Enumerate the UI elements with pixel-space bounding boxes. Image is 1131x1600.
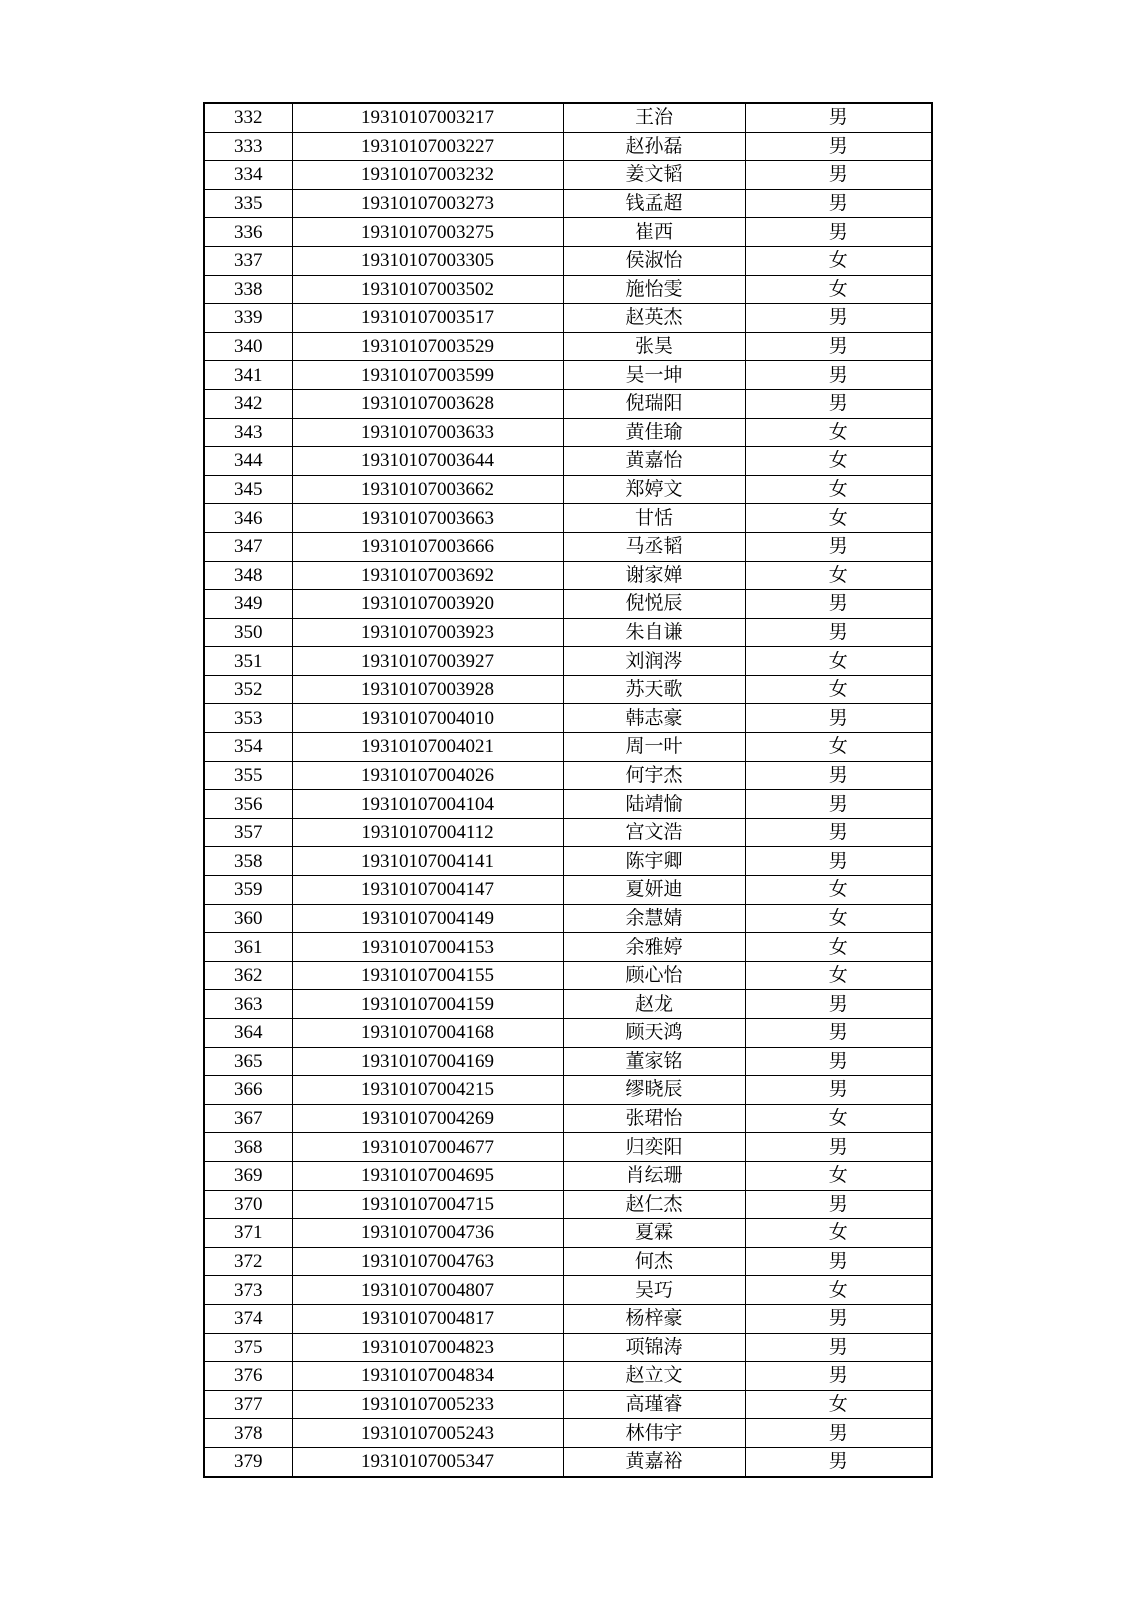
exam-id-cell: 19310107003628	[292, 389, 563, 418]
table-row	[204, 246, 932, 275]
table-row	[204, 704, 932, 733]
exam-id-cell: 19310107003275	[292, 218, 563, 247]
table-row	[204, 1047, 932, 1076]
table-row	[204, 389, 932, 418]
gender-cell: 女	[745, 504, 932, 533]
gender-cell: 男	[745, 1333, 932, 1362]
row-number-cell: 367	[204, 1104, 292, 1133]
table-row	[204, 933, 932, 962]
gender-cell: 女	[745, 733, 932, 762]
row-number-cell: 372	[204, 1247, 292, 1276]
gender-cell: 男	[745, 1304, 932, 1333]
exam-id-cell: 19310107004169	[292, 1047, 563, 1076]
row-number-cell: 355	[204, 761, 292, 790]
table-row	[204, 990, 932, 1019]
exam-id-cell: 19310107004104	[292, 790, 563, 819]
row-number-cell: 366	[204, 1076, 292, 1105]
exam-id-cell: 19310107003666	[292, 532, 563, 561]
student-name-cell: 余雅婷	[563, 933, 745, 962]
row-number-cell: 369	[204, 1161, 292, 1190]
exam-id-cell: 19310107003599	[292, 361, 563, 390]
table-row	[204, 1133, 932, 1162]
exam-id-cell: 19310107004149	[292, 904, 563, 933]
row-number-cell: 337	[204, 246, 292, 275]
gender-cell: 男	[745, 532, 932, 561]
table-row	[204, 103, 932, 132]
student-name-cell: 项锦涛	[563, 1333, 745, 1362]
row-number-cell: 361	[204, 933, 292, 962]
row-number-cell: 353	[204, 704, 292, 733]
student-name-cell: 崔西	[563, 218, 745, 247]
student-name-cell: 赵龙	[563, 990, 745, 1019]
gender-cell: 女	[745, 647, 932, 676]
table-row	[204, 561, 932, 590]
row-number-cell: 350	[204, 618, 292, 647]
student-name-cell: 朱自谦	[563, 618, 745, 647]
student-name-cell: 谢家婵	[563, 561, 745, 590]
exam-id-cell: 19310107003217	[292, 103, 563, 132]
table-row	[204, 904, 932, 933]
row-number-cell: 352	[204, 675, 292, 704]
gender-cell: 男	[745, 389, 932, 418]
table-row	[204, 532, 932, 561]
roster-table-body	[204, 103, 932, 1477]
exam-id-cell: 19310107004159	[292, 990, 563, 1019]
gender-cell: 男	[745, 847, 932, 876]
row-number-cell: 363	[204, 990, 292, 1019]
gender-cell: 男	[745, 1190, 932, 1219]
row-number-cell: 332	[204, 103, 292, 132]
gender-cell: 男	[745, 189, 932, 218]
exam-id-cell: 19310107004010	[292, 704, 563, 733]
student-name-cell: 何杰	[563, 1247, 745, 1276]
gender-cell: 男	[745, 1362, 932, 1391]
row-number-cell: 334	[204, 161, 292, 190]
row-number-cell: 365	[204, 1047, 292, 1076]
student-name-cell: 赵仁杰	[563, 1190, 745, 1219]
table-row	[204, 1019, 932, 1048]
row-number-cell: 371	[204, 1219, 292, 1248]
row-number-cell: 374	[204, 1304, 292, 1333]
student-name-cell: 韩志豪	[563, 704, 745, 733]
row-number-cell: 338	[204, 275, 292, 304]
exam-id-cell: 19310107004763	[292, 1247, 563, 1276]
exam-id-cell: 19310107003662	[292, 475, 563, 504]
student-name-cell: 王治	[563, 103, 745, 132]
table-row	[204, 1104, 932, 1133]
exam-id-cell: 19310107003529	[292, 332, 563, 361]
gender-cell: 女	[745, 904, 932, 933]
student-name-cell: 缪晓辰	[563, 1076, 745, 1105]
exam-id-cell: 19310107004736	[292, 1219, 563, 1248]
table-row	[204, 475, 932, 504]
exam-id-cell: 19310107004677	[292, 1133, 563, 1162]
table-row	[204, 1161, 932, 1190]
table-row	[204, 304, 932, 333]
exam-id-cell: 19310107003305	[292, 246, 563, 275]
gender-cell: 女	[745, 1276, 932, 1305]
student-name-cell: 归奕阳	[563, 1133, 745, 1162]
row-number-cell: 340	[204, 332, 292, 361]
table-row	[204, 647, 932, 676]
gender-cell: 男	[745, 218, 932, 247]
student-name-cell: 夏霖	[563, 1219, 745, 1248]
exam-id-cell: 19310107005233	[292, 1390, 563, 1419]
gender-cell: 男	[745, 161, 932, 190]
row-number-cell: 376	[204, 1362, 292, 1391]
exam-id-cell: 19310107004112	[292, 818, 563, 847]
student-name-cell: 施怡雯	[563, 275, 745, 304]
exam-id-cell: 19310107003920	[292, 590, 563, 619]
row-number-cell: 368	[204, 1133, 292, 1162]
gender-cell: 女	[745, 961, 932, 990]
gender-cell: 男	[745, 818, 932, 847]
student-name-cell: 夏妍迪	[563, 876, 745, 905]
gender-cell: 男	[745, 1047, 932, 1076]
table-row	[204, 618, 932, 647]
student-name-cell: 郑婷文	[563, 475, 745, 504]
row-number-cell: 335	[204, 189, 292, 218]
gender-cell: 女	[745, 475, 932, 504]
exam-id-cell: 19310107004153	[292, 933, 563, 962]
student-name-cell: 肖纭珊	[563, 1161, 745, 1190]
row-number-cell: 346	[204, 504, 292, 533]
student-name-cell: 宫文浩	[563, 818, 745, 847]
exam-id-cell: 19310107003644	[292, 447, 563, 476]
table-row	[204, 1362, 932, 1391]
table-row	[204, 961, 932, 990]
table-row	[204, 275, 932, 304]
gender-cell: 女	[745, 275, 932, 304]
table-row	[204, 1076, 932, 1105]
row-number-cell: 370	[204, 1190, 292, 1219]
table-row	[204, 1333, 932, 1362]
row-number-cell: 375	[204, 1333, 292, 1362]
gender-cell: 男	[745, 1247, 932, 1276]
row-number-cell: 336	[204, 218, 292, 247]
exam-id-cell: 19310107004807	[292, 1276, 563, 1305]
row-number-cell: 341	[204, 361, 292, 390]
roster-table	[203, 102, 933, 1478]
gender-cell: 女	[745, 561, 932, 590]
table-row	[204, 132, 932, 161]
exam-id-cell: 19310107004155	[292, 961, 563, 990]
exam-id-cell: 19310107004269	[292, 1104, 563, 1133]
table-row	[204, 590, 932, 619]
table-row	[204, 1219, 932, 1248]
row-number-cell: 349	[204, 590, 292, 619]
student-name-cell: 陆靖愉	[563, 790, 745, 819]
exam-id-cell: 19310107005347	[292, 1447, 563, 1476]
exam-id-cell: 19310107003517	[292, 304, 563, 333]
table-row	[204, 1304, 932, 1333]
gender-cell: 男	[745, 590, 932, 619]
gender-cell: 女	[745, 1104, 932, 1133]
student-name-cell: 侯淑怡	[563, 246, 745, 275]
student-name-cell: 赵孙磊	[563, 132, 745, 161]
gender-cell: 男	[745, 1019, 932, 1048]
gender-cell: 女	[745, 246, 932, 275]
student-name-cell: 钱孟超	[563, 189, 745, 218]
table-row	[204, 761, 932, 790]
student-name-cell: 倪悦辰	[563, 590, 745, 619]
row-number-cell: 378	[204, 1419, 292, 1448]
exam-id-cell: 19310107004715	[292, 1190, 563, 1219]
gender-cell: 男	[745, 990, 932, 1019]
gender-cell: 女	[745, 1219, 932, 1248]
student-name-cell: 何宇杰	[563, 761, 745, 790]
gender-cell: 女	[745, 675, 932, 704]
student-name-cell: 赵英杰	[563, 304, 745, 333]
gender-cell: 男	[745, 1419, 932, 1448]
row-number-cell: 354	[204, 733, 292, 762]
student-name-cell: 赵立文	[563, 1362, 745, 1391]
gender-cell: 男	[745, 132, 932, 161]
row-number-cell: 377	[204, 1390, 292, 1419]
student-name-cell: 姜文韬	[563, 161, 745, 190]
exam-id-cell: 19310107004215	[292, 1076, 563, 1105]
gender-cell: 男	[745, 1133, 932, 1162]
row-number-cell: 339	[204, 304, 292, 333]
gender-cell: 男	[745, 1447, 932, 1476]
row-number-cell: 359	[204, 876, 292, 905]
row-number-cell: 333	[204, 132, 292, 161]
row-number-cell: 373	[204, 1276, 292, 1305]
student-name-cell: 吴巧	[563, 1276, 745, 1305]
gender-cell: 男	[745, 704, 932, 733]
row-number-cell: 351	[204, 647, 292, 676]
row-number-cell: 347	[204, 532, 292, 561]
student-name-cell: 黄佳瑜	[563, 418, 745, 447]
exam-id-cell: 19310107003502	[292, 275, 563, 304]
gender-cell: 男	[745, 304, 932, 333]
exam-id-cell: 19310107003692	[292, 561, 563, 590]
exam-id-cell: 19310107003923	[292, 618, 563, 647]
exam-id-cell: 19310107003227	[292, 132, 563, 161]
row-number-cell: 360	[204, 904, 292, 933]
student-name-cell: 黄嘉裕	[563, 1447, 745, 1476]
student-name-cell: 顾心怡	[563, 961, 745, 990]
student-name-cell: 刘润涔	[563, 647, 745, 676]
exam-id-cell: 19310107004834	[292, 1362, 563, 1391]
table-row	[204, 1390, 932, 1419]
row-number-cell: 345	[204, 475, 292, 504]
student-name-cell: 杨梓豪	[563, 1304, 745, 1333]
gender-cell: 男	[745, 761, 932, 790]
student-name-cell: 余慧婧	[563, 904, 745, 933]
student-name-cell: 黄嘉怡	[563, 447, 745, 476]
exam-id-cell: 19310107004147	[292, 876, 563, 905]
gender-cell: 女	[745, 1390, 932, 1419]
row-number-cell: 348	[204, 561, 292, 590]
exam-id-cell: 19310107003663	[292, 504, 563, 533]
table-row	[204, 1247, 932, 1276]
student-name-cell: 顾天鸿	[563, 1019, 745, 1048]
gender-cell: 男	[745, 790, 932, 819]
table-row	[204, 1419, 932, 1448]
student-name-cell: 张珺怡	[563, 1104, 745, 1133]
gender-cell: 女	[745, 1161, 932, 1190]
table-row	[204, 447, 932, 476]
exam-id-cell: 19310107003927	[292, 647, 563, 676]
table-row	[204, 361, 932, 390]
gender-cell: 女	[745, 418, 932, 447]
exam-id-cell: 19310107004823	[292, 1333, 563, 1362]
row-number-cell: 343	[204, 418, 292, 447]
student-name-cell: 吴一坤	[563, 361, 745, 390]
exam-id-cell: 19310107004695	[292, 1161, 563, 1190]
gender-cell: 女	[745, 933, 932, 962]
row-number-cell: 342	[204, 389, 292, 418]
student-name-cell: 林伟宇	[563, 1419, 745, 1448]
table-row	[204, 332, 932, 361]
student-name-cell: 周一叶	[563, 733, 745, 762]
table-row	[204, 418, 932, 447]
table-row	[204, 504, 932, 533]
student-name-cell: 张昊	[563, 332, 745, 361]
student-name-cell: 马丞韬	[563, 532, 745, 561]
table-row	[204, 876, 932, 905]
student-name-cell: 陈宇卿	[563, 847, 745, 876]
student-name-cell: 董家铭	[563, 1047, 745, 1076]
table-row	[204, 1190, 932, 1219]
table-row	[204, 790, 932, 819]
student-name-cell: 高瑾睿	[563, 1390, 745, 1419]
exam-id-cell: 19310107004141	[292, 847, 563, 876]
exam-id-cell: 19310107003928	[292, 675, 563, 704]
gender-cell: 男	[745, 361, 932, 390]
student-name-cell: 倪瑞阳	[563, 389, 745, 418]
row-number-cell: 344	[204, 447, 292, 476]
table-row	[204, 1447, 932, 1476]
table-row	[204, 675, 932, 704]
row-number-cell: 356	[204, 790, 292, 819]
row-number-cell: 362	[204, 961, 292, 990]
exam-id-cell: 19310107004168	[292, 1019, 563, 1048]
gender-cell: 男	[745, 1076, 932, 1105]
student-name-cell: 甘恬	[563, 504, 745, 533]
table-row	[204, 189, 932, 218]
table-row	[204, 847, 932, 876]
gender-cell: 男	[745, 103, 932, 132]
exam-id-cell: 19310107004021	[292, 733, 563, 762]
exam-id-cell: 19310107003633	[292, 418, 563, 447]
row-number-cell: 358	[204, 847, 292, 876]
table-row	[204, 218, 932, 247]
student-name-cell: 苏天歌	[563, 675, 745, 704]
exam-id-cell: 19310107004026	[292, 761, 563, 790]
exam-id-cell: 19310107003232	[292, 161, 563, 190]
table-row	[204, 1276, 932, 1305]
row-number-cell: 357	[204, 818, 292, 847]
gender-cell: 男	[745, 332, 932, 361]
exam-id-cell: 19310107004817	[292, 1304, 563, 1333]
table-row	[204, 733, 932, 762]
row-number-cell: 364	[204, 1019, 292, 1048]
gender-cell: 女	[745, 447, 932, 476]
exam-id-cell: 19310107005243	[292, 1419, 563, 1448]
gender-cell: 男	[745, 618, 932, 647]
gender-cell: 女	[745, 876, 932, 905]
table-row	[204, 818, 932, 847]
row-number-cell: 379	[204, 1447, 292, 1476]
exam-id-cell: 19310107003273	[292, 189, 563, 218]
table-row	[204, 161, 932, 190]
